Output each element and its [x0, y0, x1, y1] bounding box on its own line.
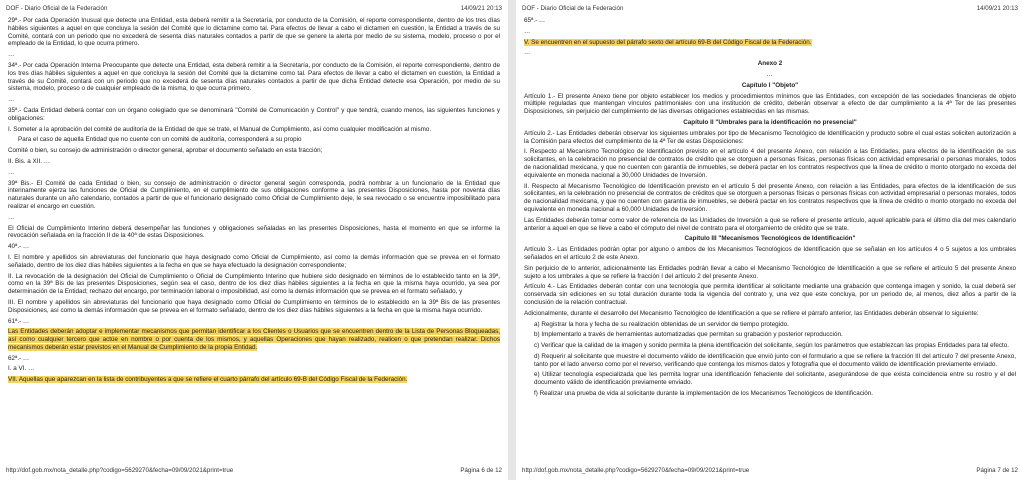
paragraph-40: 40ª.- …: [8, 243, 30, 251]
article-3-paragraph-b: Sin perjuicio de lo anterior, adicionalmente las Entidades podrán llevar a cabo el Mecanismo Tecnológico de Identificación a que se refiere el artículo 5 del presente Anexo sujeto a los umbrales a que se refiere la fracción I del artículo 2 del presente Anexo.: [524, 264, 1016, 280]
highlight-65-v: V. Se encuentren en el supuesto del párrafo sexto del artículo 69-B del Código Fiscal de la Federación.: [524, 38, 812, 46]
page-7: [516, 0, 1024, 480]
paragraph-62: 62ª.- …: [8, 354, 30, 362]
footer-url[interactable]: http://dof.gob.mx/nota_detalle.php?codigo=5629270&fecha=09/09/2021&print=true: [6, 467, 234, 474]
article-2-note: Las Entidades deberán tomar como valor de referencia de las Unidades de Inversión a que se refiere el presente artículo, aquel aplicable para el último día del mes calendario anterior a aquel en que se lleve a cabo el cómputo del nivel de contrato para el otorgamiento de crédito que se trate.: [524, 216, 1016, 232]
ellipsis: …: [524, 27, 532, 35]
paragraph-35: 35ª.- Cada Entidad deberá contar con un órgano colegiado que se denominará "Comité de Comunicación y Control" y que tendrá, cuando menos, las siguientes funciones y obligaciones:: [8, 106, 500, 122]
ellipsis: …: [8, 51, 16, 59]
paragraph-40-fraction-ii: II. La revocación de la designación del Oficial de Cumplimiento o Oficial de Cumplimiento Interino que hubiere sido designado en términos de lo establecido tanto en la 39ª, como en la 39ª Bis de las presentes Disposiciones, según sea el caso, dentro de los diez días hábiles siguientes a la fecha en que la misma haya ocurrido, ya sea por determinación de la Entidad; rechazo del encargo, por terminación laboral o imposibilidad, así como la demás información que se prevea en el formato señalado, y: [8, 272, 500, 296]
article-2-fraction-i: I. Respecto al Mecanismo Tecnológico de Identificación previsto en el artículo 4 del presente Anexo, con relación a las Entidades, para efectos de la identificación de sus solicitantes, en la celebración no presencial de contratos de crédito que se otorguen a personas físicas, personas físicas con actividad empresarial o personas morales, todos de nacionalidad mexicana, y que no cuenten con garantía de inmuebles, se deberá pactar en los contratos respectivos que la línea de crédito o monto otorgado no exceda del equivalente en moneda nacional a 30,000 Unidades de Inversión.: [524, 148, 1016, 179]
paragraph-29: 29ª.- Por cada Operación Inusual que detecte una Entidad, esta deberá remitir a la Secretaría, por conducto de la Comisión, el reporte correspondiente, dentro de los tres días hábiles siguientes a aquel en que concluya la sesión del Comité que lo dictamine como tal. Para efectos de llevar a cabo el dictamen en cuestión, la Entidad a través de su Comité, contará con un periodo que no excederá de sesenta días naturales contados a partir de que se genere la alerta por medio de su sistema, modelo, proceso o por el empleado de la Entidad, lo que ocurra primero.: [8, 17, 500, 48]
ellipsis: …: [766, 70, 774, 78]
ellipsis: …: [524, 49, 532, 57]
page-6: [0, 0, 508, 480]
paragraph-39-bis: 39ª Bis.- El Comité de cada Entidad o bien, su consejo de administración o director general según corresponda, podrá nombrar a un funcionario de la Entidad que interinamente ejerza las funciones de Oficial de Cumplimiento, en el cumplimiento de sus obligaciones conforme a las presentes Disposiciones, hasta por noventa días naturales durante un año calendario, contados a partir de que el funcionario designado como Oficial de Cumplimiento deje, le sea revocado o se encuentre imposibilitado para realizar el encargo en cuestión.: [8, 179, 500, 210]
paragraph-34: 34ª.- Por cada Operación Interna Preocupante que detecte una Entidad, esta deberá remitir a la Secretaría, por conducto de la Comisión, el reporte correspondiente, dentro de los tres días hábiles siguientes a aquel en que concluya la sesión del Comité que la dictamine como tal. Para efectos de llevar a cabo el dictamen en cuestión, la Entidad a través de su Comité, contará con un periodo que no excederá de sesenta días naturales contados a partir de que dicha Entidad detecte esa Operación, por medio de su sistema, modelo, proceso o de cualquier empleado de la misma, lo que ocurra primero.: [8, 61, 500, 93]
paragraph-40-fraction-iii: III. El nombre y apellidos sin abreviaturas del funcionario que haya designado como Oficial de Cumplimiento en términos de lo establecido en la 39ª Bis de las presentes Disposiciones, así como la demás información que se prevea en el formato señalado, dentro de los diez días hábiles siguientes a la fecha en que la misma haya ocurrido.: [8, 298, 500, 314]
paragraph-35-fraction-ii: II. Bis. a XII. …: [8, 157, 50, 165]
page-header: [6, 4, 502, 14]
paragraph-62-fractions: I. a VI. …: [8, 365, 35, 373]
annex-heading: Anexo 2: [757, 60, 783, 68]
paragraph-39-interino: El Oficial de Cumplimiento Interino deberá desempeñar las funciones y obligaciones señaladas en las presentes Disposiciones, hasta el momento en que se informe la revocación señalada en la fracción II de la 40ª de estas Disposiciones.: [8, 224, 500, 240]
page-body: [8, 17, 500, 464]
article-4-item-a: a) Registrar la hora y fecha de su realización obtenidas de un servidor de tiempo protegido.: [534, 320, 789, 328]
page-number: Página 7 de 12: [976, 467, 1018, 474]
article-4-item-f: f) Realizar una prueba de vida al solicitante durante la implementación de los Mecanismos Tecnológicos de Identificación.: [534, 390, 874, 398]
header-source: DOF - Diario Oficial de la Federación: [6, 5, 108, 12]
paragraph-65-v-highlighted: [524, 39, 1016, 47]
chapter-3-heading: Capítulo III "Mecanismos Tecnológicos de Identificación": [684, 235, 856, 243]
article-3: Artículo 3.- Las Entidades podrán optar por alguno o ambos de los Mecanismos Tecnológicos de Identificación que se señalan en los artículos 4 o 5 sujetos a los umbrales señalados en el artículo 2 de este Anexo.: [524, 246, 1016, 261]
page-header: [522, 4, 1018, 14]
paragraph-61-highlighted: [8, 328, 500, 351]
header-timestamp: 14/09/21 20:13: [460, 5, 502, 12]
article-4-item-e: e) Utilizar tecnología especializada que les permita lograr una identificación fehaciente del solicitante, asegurándose de que exista coincidencia entre su rostro y el del documento válido de identificación previamente enviado.: [534, 371, 1016, 387]
ellipsis: …: [8, 96, 16, 104]
highlight-61: Las Entidades deberán adoptar e implementar mecanismos que permitan identificar a los Clientes o Usuarios que se encuentren dentro de la Lista de Personas Bloqueadas, así como cualquier tercero que actúe en nombre o por cuenta de los mismos, y aquellas Operaciones que hayan realizado, realicen o que pretendan realizar. Dichos mecanismos deberán estar previstos en el Manual de Cumplimiento de la propia Entidad.: [8, 328, 500, 351]
highlight-62-vii: VII. Aquellas que aparezcan en la lista de contribuyentes a que se refiere el cuarto párrafo del artículo 69-B del Código Fiscal de la Federación.: [8, 376, 408, 384]
article-1: Artículo 1.- El presente Anexo tiene por objeto establecer los medios y procedimientos mínimos que las Entidades, con excepción de las sociedades financieras de objeto múltiple reguladas que mantengan vínculos patrimoniales con una institución de crédito, deberán observar a efecto de dar cumplimiento a la 4ª Ter de las presentes Disposiciones, sin perjuicio del cumplimiento de las diversas obligaciones establecidas en las mismas.: [524, 92, 1016, 116]
chapter-2-heading: Capítulo II "Umbrales para la identificación no presencial": [683, 118, 857, 126]
header-source: DOF - Diario Oficial de la Federación: [522, 5, 624, 12]
article-4-paragraph-b: Adicionalmente, durante el desarrollo del Mecanismo Tecnológico de Identificación a que se refiere el párrafo anterior, las Entidades deberán observar lo siguiente:: [524, 309, 979, 317]
chapter-1-heading: Capítulo I "Objeto": [741, 81, 799, 89]
article-4: Artículo 4.- Las Entidades deberán contar con una tecnología que permita identificar al solicitante mediante una grabación que contenga imagen y sonido, la cual deberá ser conservada sin ediciones en su total duración durante toda la vigencia del contrato y, una vez que este concluya, por un periodo de, al menos, diez años a partir de la conclusión de la relación contractual.: [524, 283, 1016, 306]
paragraph-65: 65ª.- …: [524, 17, 546, 24]
page-gutter: [508, 0, 516, 480]
paragraph-35-note-b: Comité o bien, su consejo de administración o director general, aprobar el documento señalado en esta fracción;: [8, 147, 323, 155]
page-footer: [6, 466, 502, 476]
paragraph-61: 61ª.- …: [8, 317, 30, 325]
article-4-item-b: b) Implementarlo a través de herramientas automatizadas que permitan su grabación y posterior reproducción.: [534, 331, 843, 339]
article-2: Artículo 2.- Las Entidades deberán observar los siguientes umbrales por tipo de Mecanismo Tecnológico de Identificación y producto sobre el cual estas soliciten autorización a la Comisión para efectos del cumplimiento de la 4ª Ter de estas Disposiciones:: [524, 129, 1016, 145]
article-2-fraction-ii: II. Respecto al Mecanismo Tecnológico de Identificación previsto en el artículo 5 del presente Anexo, con relación a las Entidades, para efectos de la identificación de sus solicitantes, en la celebración no presencial de contratos de créditos que se otorguen a personas físicas o personas físicas con actividad empresarial o personas morales, todos de nacionalidad mexicana, y que no cuenten con garantía de inmuebles, se deberá pactar en los contratos respectivos que la línea de crédito o monto otorgado no exceda del equivalente en moneda nacional a 60,000 Unidades de Inversión.: [524, 182, 1016, 213]
header-timestamp: 14/09/21 20:13: [976, 5, 1018, 12]
ellipsis: …: [8, 213, 16, 221]
page-body: [524, 17, 1016, 464]
ellipsis: …: [8, 168, 16, 176]
page-footer: [522, 466, 1018, 476]
paragraph-35-note-a: Para el caso de aquella Entidad que no cuente con un comité de auditoría, corresponderá a su propio: [18, 136, 302, 144]
article-4-item-c: c) Verificar que la calidad de la imagen y sonido permita la plena identificación del solicitante, según los parámetros que establezcan las propias Entidades para tal efecto.: [534, 342, 1009, 350]
page-number: Página 6 de 12: [460, 467, 502, 474]
paragraph-62-vii-highlighted: [8, 376, 500, 384]
paragraph-40-fraction-i: I. El nombre y apellidos sin abreviaturas del funcionario que haya designado como Oficial de Cumplimiento, así como la demás información que se prevea en el formato señalado, dentro de los diez días hábiles siguientes a la fecha en que se haya efectuado la designación correspondiente;: [8, 253, 500, 269]
article-4-item-d: d) Requerir al solicitante que muestre el documento válido de identificación que envió junto con el formulario a que se refiere la fracción III del artículo 7 del presente Anexo, tanto por el lado anverso como por el reverso, verificando que contenga los mismos datos y fotografía que el documento válido de identificación previamente enviado.: [534, 352, 1016, 368]
footer-url[interactable]: http://dof.gob.mx/nota_detalle.php?codigo=5629270&fecha=09/09/2021&print=true: [522, 467, 750, 474]
paragraph-35-fraction-i: I. Someter a la aprobación del comité de auditoría de la Entidad de que se trate, el Manual de Cumplimiento, así como cualquier modificación al mismo.: [8, 125, 432, 133]
